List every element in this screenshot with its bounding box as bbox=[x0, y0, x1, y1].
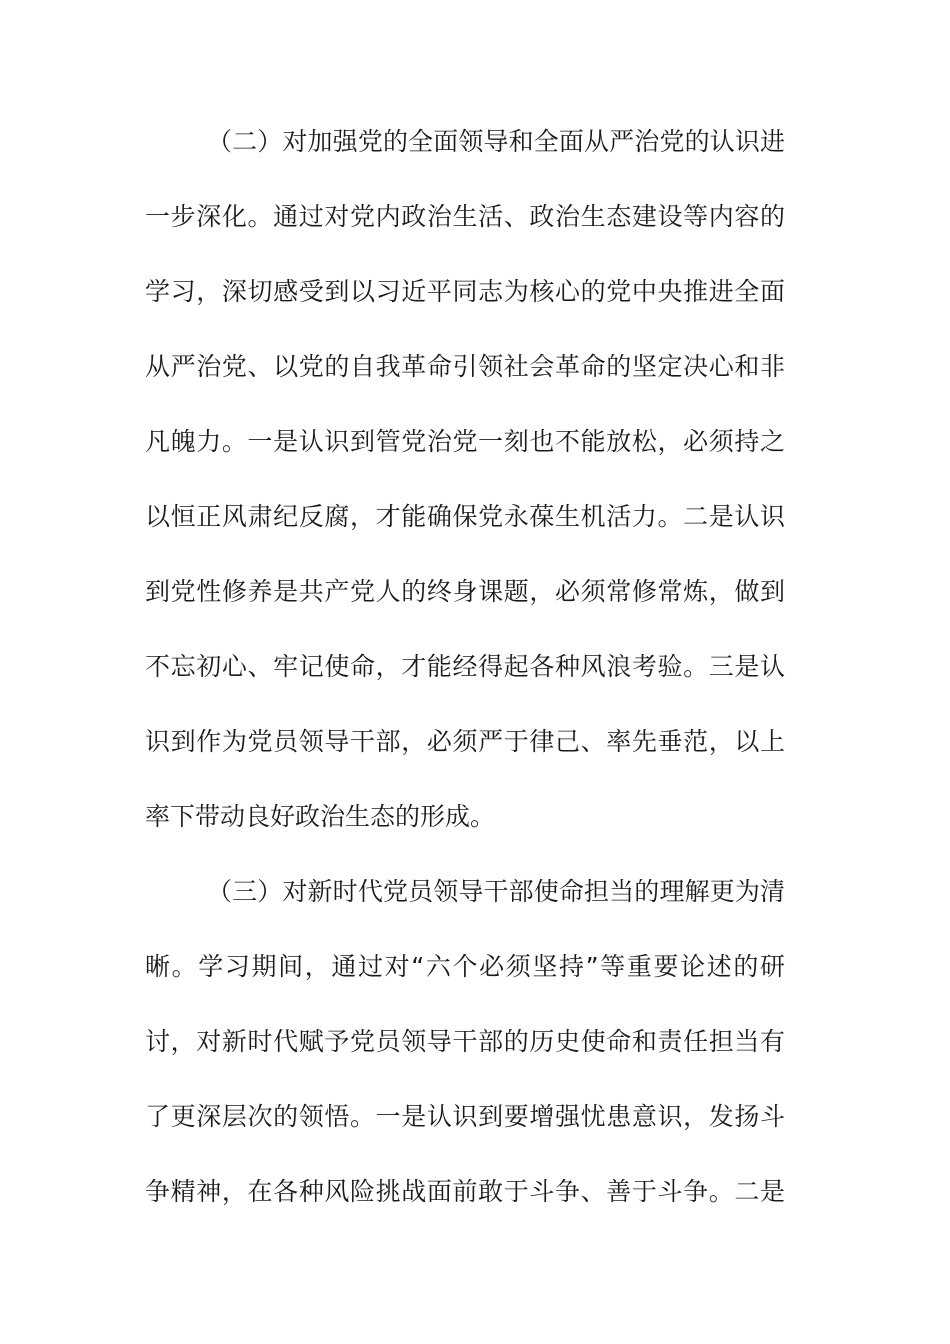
paragraph-3-heading-line: （三）对新时代党员领导干部使命担当的理解更为清 bbox=[207, 877, 785, 906]
paragraph-line: 到党性修养是共产党人的终身课题，必须常修常炼，做到 bbox=[145, 577, 785, 606]
paragraph-line: 不忘初心、牢记使命，才能经得起各种风浪考验。三是认 bbox=[145, 652, 785, 681]
paragraph-line: 一步深化。通过对党内政治生活、政治生态建设等内容的 bbox=[145, 202, 785, 231]
paragraph-2-heading-line: （二）对加强党的全面领导和全面从严治党的认识进 bbox=[207, 127, 785, 156]
paragraph-line: 争精神，在各种风险挑战面前敢于斗争、善于斗争。二是 bbox=[145, 1177, 785, 1206]
paragraph-line: 学习，深切感受到以习近平同志为核心的党中央推进全面 bbox=[145, 277, 785, 306]
paragraph-line: 识到作为党员领导干部，必须严于律己、率先垂范，以上 bbox=[145, 727, 785, 756]
paragraph-line: 晰。学习期间，通过对“六个必须坚持”等重要论述的研 bbox=[145, 952, 785, 981]
paragraph-line: 了更深层次的领悟。一是认识到要增强忧患意识，发扬斗 bbox=[145, 1102, 785, 1131]
paragraph-line: 从严治党、以党的自我革命引领社会革命的坚定决心和非 bbox=[145, 352, 785, 381]
paragraph-line: 率下带动良好政治生态的形成。 bbox=[145, 802, 496, 831]
paragraph-line: 讨，对新时代赋予党员领导干部的历史使命和责任担当有 bbox=[145, 1027, 785, 1056]
paragraph-line: 凡魄力。一是认识到管党治党一刻也不能放松，必须持之 bbox=[145, 427, 785, 456]
paragraph-line: 以恒正风肃纪反腐，才能确保党永葆生机活力。二是认识 bbox=[145, 502, 785, 531]
